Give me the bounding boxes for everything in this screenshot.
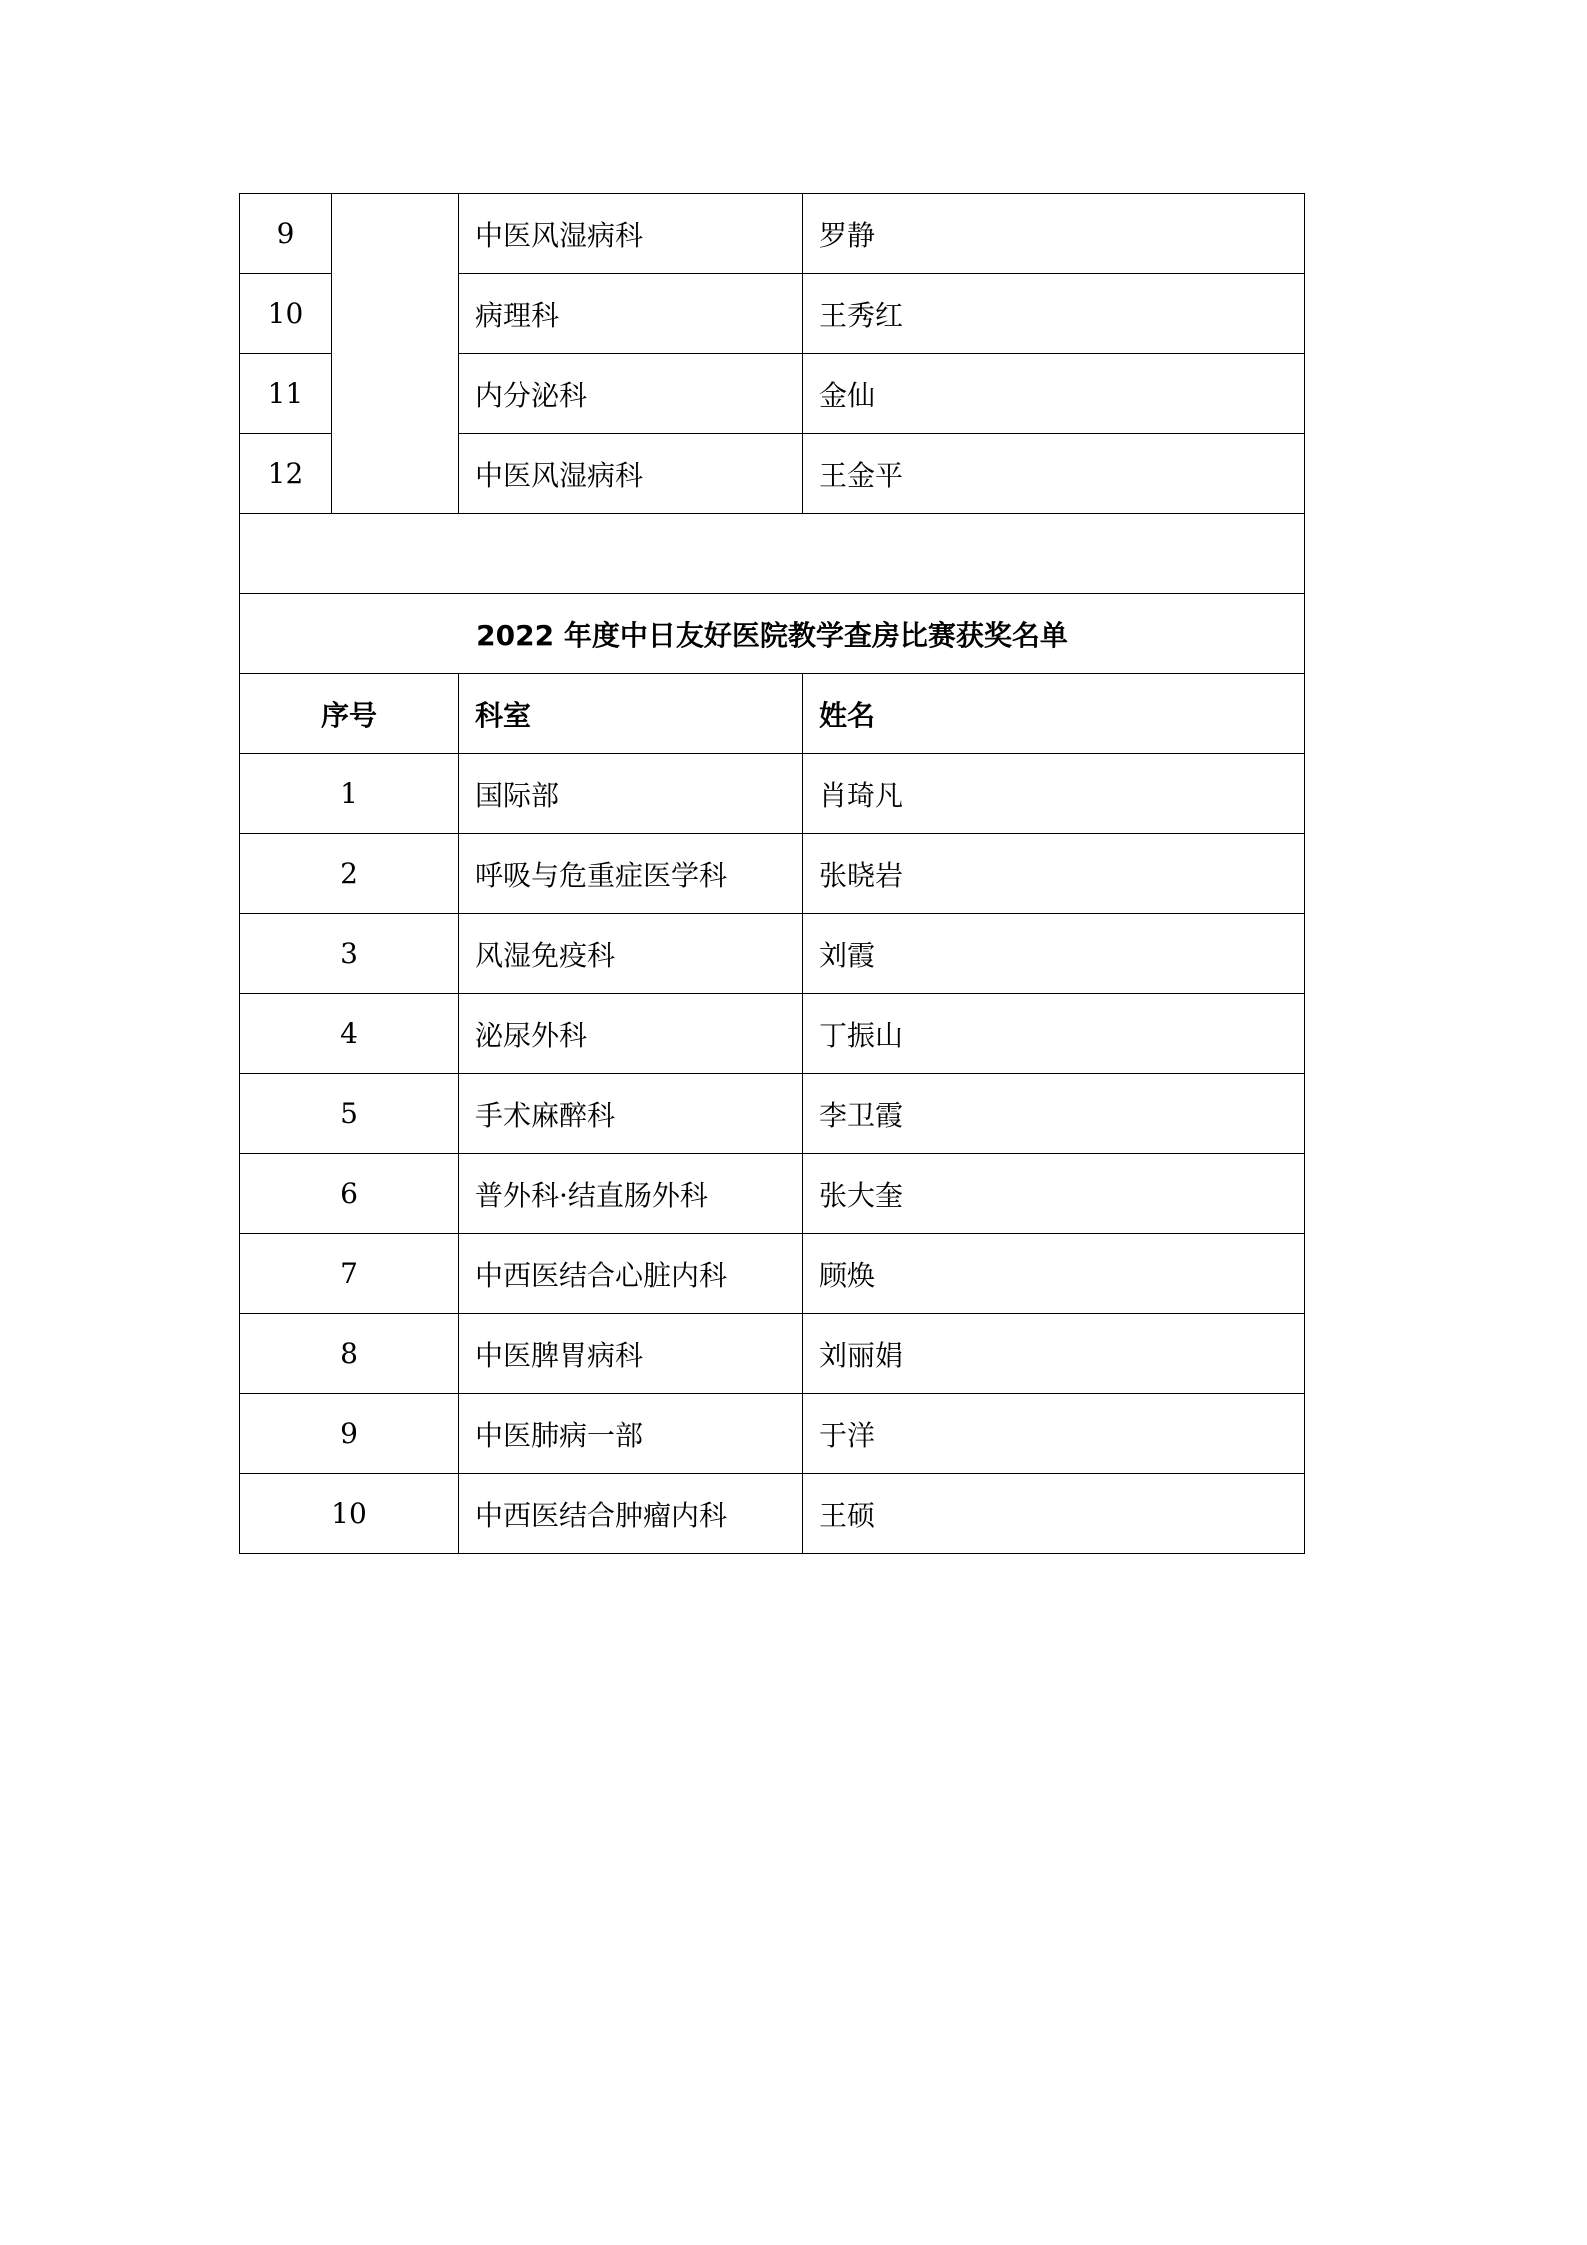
department-cell: 风湿免疫科 — [459, 914, 803, 994]
name-cell: 金仙 — [803, 354, 1305, 434]
row-number: 2 — [240, 834, 459, 914]
table-row — [240, 1394, 1305, 1474]
department-cell: 国际部 — [459, 754, 803, 834]
department-cell: 病理科 — [459, 274, 803, 354]
name-cell: 张晓岩 — [803, 834, 1305, 914]
row-number: 9 — [240, 194, 332, 274]
table-row — [240, 1074, 1305, 1154]
award-table — [239, 193, 1305, 1554]
header-number: 序号 — [240, 674, 459, 754]
department-cell: 中医肺病一部 — [459, 1394, 803, 1474]
row-number: 1 — [240, 754, 459, 834]
row-number: 10 — [240, 1474, 459, 1554]
table-row — [240, 1234, 1305, 1314]
table-row — [240, 914, 1305, 994]
name-cell: 刘霞 — [803, 914, 1305, 994]
header-department: 科室 — [459, 674, 803, 754]
department-cell: 普外科·结直肠外科 — [459, 1154, 803, 1234]
table-row — [240, 754, 1305, 834]
table-title: 2022 年度中日友好医院教学查房比赛获奖名单 — [240, 594, 1305, 674]
row-number: 6 — [240, 1154, 459, 1234]
department-cell: 中西医结合心脏内科 — [459, 1234, 803, 1314]
table-row — [240, 1154, 1305, 1234]
row-number: 7 — [240, 1234, 459, 1314]
merged-empty-cell — [332, 194, 459, 514]
empty-cell — [240, 514, 1305, 594]
department-cell: 内分泌科 — [459, 354, 803, 434]
row-number: 4 — [240, 994, 459, 1074]
department-cell: 呼吸与危重症医学科 — [459, 834, 803, 914]
name-cell: 顾焕 — [803, 1234, 1305, 1314]
row-number: 9 — [240, 1394, 459, 1474]
department-cell: 泌尿外科 — [459, 994, 803, 1074]
table-row — [240, 1474, 1305, 1554]
row-number: 8 — [240, 1314, 459, 1394]
table-row — [240, 994, 1305, 1074]
name-cell: 李卫霞 — [803, 1074, 1305, 1154]
name-cell: 张大奎 — [803, 1154, 1305, 1234]
empty-row — [240, 514, 1305, 594]
name-cell: 罗静 — [803, 194, 1305, 274]
department-cell: 中医脾胃病科 — [459, 1314, 803, 1394]
department-cell: 中西医结合肿瘤内科 — [459, 1474, 803, 1554]
table-row — [240, 1314, 1305, 1394]
name-cell: 王金平 — [803, 434, 1305, 514]
row-number: 5 — [240, 1074, 459, 1154]
department-cell: 中医风湿病科 — [459, 194, 803, 274]
department-cell: 中医风湿病科 — [459, 434, 803, 514]
name-cell: 于洋 — [803, 1394, 1305, 1474]
table-row — [240, 194, 1305, 274]
header-row — [240, 674, 1305, 754]
name-cell: 肖琦凡 — [803, 754, 1305, 834]
row-number: 12 — [240, 434, 332, 514]
row-number: 11 — [240, 354, 332, 434]
name-cell: 丁振山 — [803, 994, 1305, 1074]
row-number: 3 — [240, 914, 459, 994]
name-cell: 王硕 — [803, 1474, 1305, 1554]
name-cell: 王秀红 — [803, 274, 1305, 354]
title-row — [240, 594, 1305, 674]
department-cell: 手术麻醉科 — [459, 1074, 803, 1154]
header-name: 姓名 — [803, 674, 1305, 754]
table-row — [240, 834, 1305, 914]
row-number: 10 — [240, 274, 332, 354]
name-cell: 刘丽娟 — [803, 1314, 1305, 1394]
